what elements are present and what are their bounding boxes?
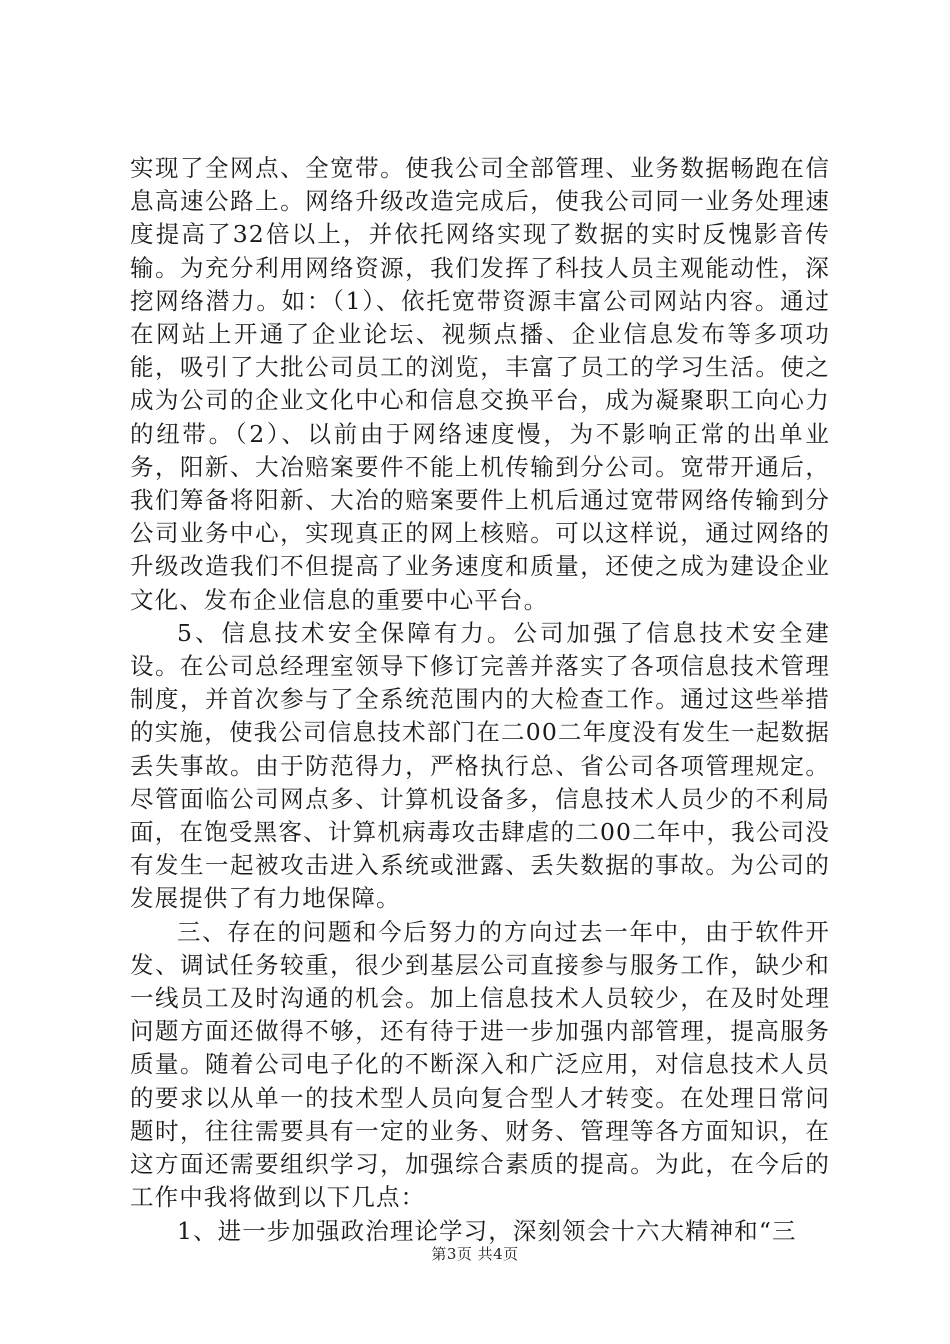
document-body bbox=[130, 152, 830, 1248]
paragraph-problems-and-direction: 三、存在的问题和今后努力的方向过去一年中，由于软件开发、调试任务较重，很少到基层公司直接参与服务工作，缺少和一线员工及时沟通的机会。加上信息技术人员较少，在及时处理问题方面还做得不够，还有待于进一步加强内部管理，提高服务质量。随着公司电子化的不断深入和广泛应用，对信息技术人员的要求以从单一的技术型人员向复合型人才转变。在处理日常问题时，往往需要具有一定的业务、财务、管理等各方面知识，在这方面还需要组织学习，加强综合素质的提高。为此，在今后的工作中我将做到以下几点： bbox=[130, 917, 830, 1212]
paragraph-plan-item-1: 1、进一步加强政治理论学习，深刻领会十六大精神和“三 bbox=[177, 1216, 797, 1245]
paragraph-network-upgrade: 实现了全网点、全宽带。使我公司全部管理、业务数据畅跑在信息高速公路上。网络升级改造完成后，使我公司同一业务处理速度提高了32倍以上，并依托网络实现了数据的实时反愧影音传输。为充分利用网络资源，我们发挥了科技人员主观能动性，深挖网络潜力。如：（1）、依托宽带资源丰富公司网站内容。通过在网站上开通了企业论坛、视频点播、企业信息发布等多项功能，吸引了大批公司员工的浏览，丰富了员工的学习生活。使之成为公司的企业文化中心和信息交换平台，成为凝聚职工向心力的纽带。（2）、以前由于网络速度慢，为不影响正常的出单业务，阳新、大冶赔案要件不能上机传输到分公司。宽带开通后，我们筹备将阳新、大冶的赔案要件上机后通过宽带网络传输到分公司业务中心，实现真正的网上核赔。可以这样说，通过网络的升级改造我们不但提高了业务速度和质量，还使之成为建设企业文化、发布企业信息的重要中心平台。 bbox=[130, 154, 830, 614]
paragraph-security: 5、信息技术安全保障有力。公司加强了信息技术安全建设。在公司总经理室领导下修订完善并落实了各项信息技术管理制度，并首次参与了全系统范围内的大检查工作。通过这些举措的实施，使我公司信息技术部门在二00二年度没有发生一起数据丢失事故。由于防范得力，严格执行总、省公司各项管理规定。尽管面临公司网点多、计算机设备多，信息技术人员少的不利局面，在饱受黑客、计算机病毒攻击肆虐的二00二年中，我公司没有发生一起被攻击进入系统或泄露、丢失数据的事故。为公司的发展提供了有力地保障。 bbox=[130, 618, 830, 913]
page-number-footer: 第3页 共4页 bbox=[431, 1245, 519, 1263]
